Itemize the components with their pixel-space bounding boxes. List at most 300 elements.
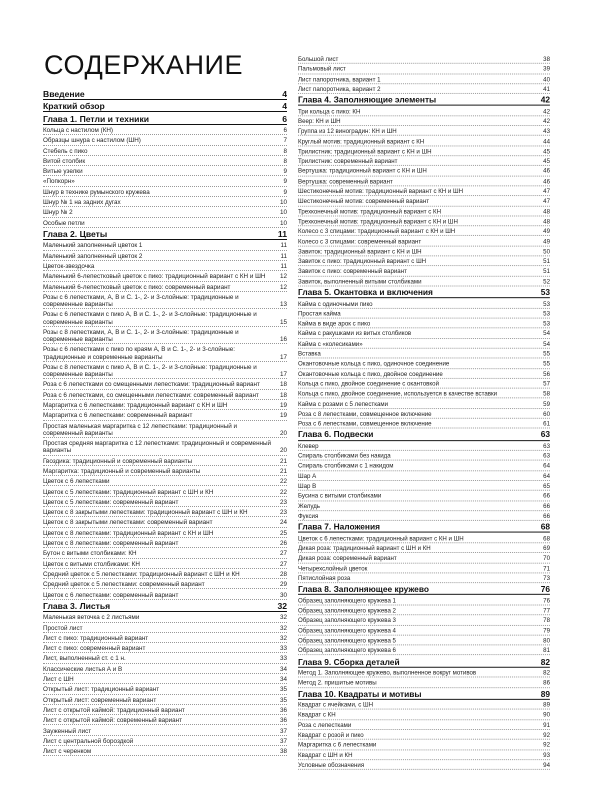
toc-page-number: 9 [283,168,287,176]
toc-entry-title: Глава 10. Квадраты и мотивы [298,688,422,699]
toc-page-number: 45 [543,158,550,166]
toc-entry-title: Круглый мотив: традиционный вариант с КН [298,138,425,146]
toc-page-number: 32 [279,614,287,622]
toc-page-number: 51 [543,258,550,266]
toc-entry-title: Кайма с одиночными пико [298,300,373,308]
toc-page-number: 64 [543,473,550,480]
toc-page-number: 61 [543,420,550,428]
toc-page-number: 27 [279,560,287,568]
toc-entry [298,565,550,573]
toc-page-number: 82 [540,656,550,667]
toc-page-number: 55 [543,350,550,358]
toc-page-number: 33 [279,645,287,653]
toc-entry [298,762,550,770]
toc-entry-title: Глава 2. Цветы [43,228,108,239]
toc-entry-title: Окантовочные кольца с пико, одиночное соединение [298,360,450,368]
toc-page-number: 39 [543,66,550,73]
toc-entry-title: Спираль столбиками без накида [298,452,391,460]
toc-entry [298,421,550,429]
toc-entry [43,220,287,228]
toc-page-number: 51 [543,268,550,276]
toc-entry-title: Шнур № 1 на задних дугах [43,199,121,207]
toc-page-number: 9 [283,178,287,186]
toc-page-number: 65 [543,483,550,490]
toc-page-number: 53 [540,287,550,298]
toc-page-number: 22 [279,488,287,496]
toc-entry [298,628,550,636]
toc-entry-title: Цветок с 8 закрытыми лепестками: традиционный вариант с ШН и КН [43,509,248,517]
toc-entry [298,381,550,389]
toc-page-number: 10 [279,209,287,217]
toc-entry [298,311,550,319]
toc-entry [298,228,550,236]
toc-page-number: 42 [543,108,550,116]
toc-page-number: 43 [543,128,550,136]
toc-entry-title: Роза с 8 лепестками, совмещенное включение [298,410,432,418]
toc-page-number: 27 [279,550,287,558]
toc-entry-title: Колесо с 3 спицами: современный вариант [298,238,422,246]
toc-entry [298,401,550,409]
toc-entry-title: Шар В [298,483,317,490]
toc-entry-title: Фуксия [298,513,319,520]
toc-page-number: 7 [283,137,287,145]
toc-page-number: 36 [279,717,287,725]
toc-chapter-heading [298,523,550,533]
toc-page-number: 13 [279,301,287,309]
toc-page-number: 77 [543,607,550,615]
toc-entry-title: Глава 5. Окантовка и включения [298,287,433,298]
toc-entry-title: Глава 9. Сборка деталей [298,656,400,667]
toc-entry-title: Желудь [298,503,320,510]
toc-entry [43,381,287,389]
toc-entry-title: Кайма с «колесиками» [298,340,363,348]
toc-entry [298,138,550,146]
toc-entry [43,294,287,309]
toc-entry [298,648,550,656]
toc-left-column [43,88,287,758]
toc-entry-title: Глава 8. Заполняющее кружево [298,584,429,595]
toc-entry [43,137,287,145]
toc-page-number: 70 [543,555,550,563]
toc-entry [298,188,550,196]
toc-entry [43,625,287,633]
toc-entry [298,341,550,349]
toc-entry-title: Образец заполняющего кружева 3 [298,617,396,625]
toc-entry-title: Простой лист [43,624,83,632]
toc-entry [43,676,287,684]
toc-entry [43,458,287,466]
toc-chapter-heading [43,602,287,612]
toc-entry-title: Завиток с пико: традиционный вариант с ШН [298,258,427,266]
toc-entry [298,361,550,369]
toc-page-number: 28 [279,570,287,578]
toc-page-number: 55 [543,360,550,368]
toc-page-number: 9 [283,188,287,196]
toc-page-number: 25 [279,529,287,537]
toc-entry [298,555,550,563]
toc-entry [43,178,287,186]
toc-page-number: 52 [543,278,550,286]
toc-entry-title: Глава 7. Наложения [298,522,380,532]
toc-page-number: 11 [277,228,287,239]
toc-entry [43,364,287,379]
toc-entry [298,483,550,491]
toc-page-number: 49 [543,238,550,246]
toc-entry-title: Зауженный лист [43,727,92,735]
toc-entry [298,268,550,276]
toc-entry [43,468,287,476]
toc-entry [43,311,287,326]
toc-page-number: 53 [543,300,550,308]
toc-entry-title: Средний цветок с 5 лепестками: современный вариант [43,581,205,589]
toc-page-number: 66 [543,493,550,500]
toc-entry-title: Кольца с настилом (КН) [43,127,114,134]
toc-page-number: 73 [543,575,550,583]
toc-page-number: 89 [543,701,550,709]
toc-page-number: 63 [543,452,550,460]
toc-entry-title: Шнур в технике румынского кружева [43,188,150,196]
toc-entry-title: Бусина с витыми столбиками [298,493,382,500]
toc-page-number: 26 [279,540,287,548]
toc-entry-title: Цветок с 5 лепестками: традиционный вариант с ШН и КН [43,488,214,496]
toc-page-number: 47 [543,198,550,206]
toc-entry [298,391,550,399]
toc-entry [298,607,550,615]
toc-entry [43,717,287,725]
toc-page-number: 16 [279,336,287,344]
toc-page-number: 32 [277,600,287,611]
toc-entry-title: Лист с открытой каймой: традиционный вариант [43,706,185,714]
toc-page-number: 17 [279,371,287,379]
toc-page-number: 18 [279,391,287,399]
toc-entry [43,423,287,438]
toc-entry-title: Цветок с 6 лепестками [43,478,110,486]
toc-page-number: 54 [543,330,550,338]
toc-entry [298,443,550,451]
toc-entry [298,752,550,760]
toc-page-number: 92 [543,731,550,739]
toc-page-number: 23 [279,509,287,517]
toc-entry [43,728,287,736]
toc-entry-title: Кайма с розами с 5 лепестками [298,400,389,408]
toc-entry-title: Бутон с витыми столбиками: КН [43,550,137,558]
toc-page-number: 59 [543,400,550,408]
toc-page-number: 21 [279,457,287,465]
toc-entry [298,238,550,246]
toc-entry-title: «Попкорн» [43,178,75,186]
toc-page-number: 42 [540,95,550,105]
toc-page-number: 45 [543,148,550,156]
toc-chapter-heading [43,90,287,100]
toc-entry-title: Роза с 6 лепестками, со смещенными лепестками: современный вариант [43,391,259,399]
toc-page-number: 78 [543,617,550,625]
toc-entry-title: Образец заполняющего кружева 1 [298,597,396,605]
toc-entry [298,680,550,688]
toc-page-number: 21 [279,467,287,475]
toc-entry-title: Кайма в виде арок с пико [298,320,371,328]
toc-entry [43,686,287,694]
toc-page-number: 32 [279,634,287,642]
toc-page-number: 76 [543,597,550,605]
toc-page-number: 60 [543,410,550,418]
toc-entry [298,218,550,226]
toc-entry-title: Розы с 6 лепестками с пико А, В и С. 1-, 2- и 3-слойные: традиционные и современные варианты [43,311,257,326]
toc-chapter-heading [298,585,550,595]
toc-page-number: 4 [282,88,287,99]
toc-page-number: 91 [543,721,550,729]
toc-entry-title: Роза с 6 лепестками со смещенными лепестками: традиционный вариант [43,381,260,389]
toc-entry [298,513,550,521]
toc-entry-title: Вертушка: современный вариант [298,178,393,186]
toc-page-number: 50 [543,248,550,256]
toc-entry [43,530,287,538]
toc-page-number: 68 [540,522,550,532]
toc-entry [43,748,287,756]
toc-entry-title: Завиток, выполненный витыми столбиками [298,278,422,286]
toc-page-number: 12 [279,273,287,281]
toc-entry [43,707,287,715]
toc-entry [43,412,287,420]
toc-entry [298,535,550,543]
toc-entry [43,263,287,271]
toc-entry-title: Лист с открытой каймой: современный вариант [43,717,183,725]
toc-entry [43,242,287,250]
toc-page-number: 18 [279,381,287,389]
toc-entry-title: Роза с лепестками [298,721,352,729]
toc-page-number: 30 [279,591,287,599]
toc-entry-title: Три кольца с пико: КН [298,108,361,116]
toc-entry [298,732,550,740]
toc-entry [298,702,550,710]
toc-entry [298,493,550,501]
toc-entry [298,248,550,256]
toc-page-number: 19 [279,412,287,420]
toc-page-number: 48 [543,218,550,226]
toc-entry-title: Шестиконечный мотив: традиционный вариант с КН и ШН [298,188,464,196]
toc-entry [43,519,287,527]
toc-entry-title: Группа из 12 виноградин: КН и ШН [298,128,397,136]
toc-entry [298,108,550,116]
toc-entry-title: Шнур № 2 [43,209,73,217]
toc-entry-title: Четырехслойный цветок [298,565,368,573]
toc-entry [298,638,550,646]
toc-entry [43,402,287,410]
toc-entry-title: Кольца с пико, двойное соединение, используется в качестве вставки [298,390,498,398]
toc-entry [43,499,287,507]
toc-page-number: 38 [279,748,287,756]
toc-page-number: 35 [279,696,287,704]
toc-entry [298,128,550,136]
toc-page-number: 41 [543,86,550,93]
toc-entry-title: Пятислойная роза [298,575,351,583]
toc-page-number: 69 [543,545,550,553]
toc-entry-title: Завиток с пико: современный вариант [298,268,407,276]
toc-entry [43,346,287,361]
toc-entry-title: Маргаритка с 6 лепестками: традиционный вариант с КН и ШН [43,402,228,410]
toc-entry-title: Маргаритка с 6 лепестками [298,741,377,749]
toc-entry-title: Образец заполняющего кружева 5 [298,637,396,645]
toc-entry-title: Стебель с пико [43,147,88,155]
toc-entry [298,208,550,216]
toc-page-number: 53 [543,320,550,328]
toc-entry-title: Дикая роза: современный вариант [298,555,397,563]
toc-page-number: 42 [543,118,550,126]
toc-page-number: 57 [543,380,550,388]
toc-entry-title: Образец заполняющего кружева 2 [298,607,396,615]
toc-chapter-heading [298,658,550,668]
toc-entry [43,697,287,705]
toc-page-number: 10 [279,199,287,207]
toc-entry [298,712,550,720]
toc-entry [298,722,550,730]
toc-entry-title: Лист, выполненный ст. с 1 н. [43,655,126,663]
toc-page-number: 20 [279,429,287,437]
toc-page-number: 29 [279,581,287,589]
toc-page-number: 58 [543,390,550,398]
toc-chapter-heading [298,96,550,106]
toc-entry-title: Трилистник: традиционный вариант с КН и ШН [298,148,432,156]
toc-entry [298,321,550,329]
toc-entry-title: Лист папоротника, вариант 1 [298,76,381,83]
toc-entry-title: Трилистник: современный вариант [298,158,398,166]
toc-entry-title: Глава 4. Заполняющие элементы [298,95,437,105]
toc-page-number: 93 [543,751,550,759]
toc-entry [298,331,550,339]
toc-entry [43,666,287,674]
toc-page-number: 48 [543,208,550,216]
toc-entry-title: Клевер [298,442,319,450]
toc-chapter-heading [43,102,287,112]
toc-entry-title: Завиток: традиционный вариант с КН и ШН [298,248,422,256]
toc-entry-title: Цветок-звездочка [43,263,95,271]
toc-entry-title: Веер: КН и ШН [298,118,341,126]
toc-entry [298,278,550,286]
toc-page-number: 37 [279,727,287,735]
toc-entry-title: Витые узелки [43,168,83,176]
toc-entry-title: Маленький заполненный цветок 1 [43,242,143,250]
toc-page-number: 81 [543,647,550,655]
toc-chapter-heading [298,431,550,441]
toc-entry-title: Вертушка: традиционный вариант с КН и ШН [298,168,427,176]
toc-entry-title: Лист с ШН [43,676,74,684]
toc-entry [298,503,550,511]
toc-entry [298,76,550,84]
toc-entry-title: Маргаритка: традиционный и современный варианты [43,467,201,475]
toc-page-number: 33 [279,655,287,663]
toc-page-number: 47 [543,188,550,196]
toc-page-number: 38 [543,56,550,63]
toc-entry [43,284,287,292]
toc-page-number: 63 [543,442,550,450]
toc-entry [43,561,287,569]
page-title: СОДЕРЖАНИЕ [44,50,244,80]
toc-entry-title: Розы с 6 лепестками с пико по краям А, В и С. 1-, 2- и 3-слойные: традиционные и современные варианты [43,346,236,361]
toc-entry [298,258,550,266]
toc-entry-title: Розы с 6 лепестками, А, В и С. 1-, 2- и 3-слойные: традиционные и современные варианты [43,293,239,309]
toc-page-number: 4 [282,101,287,111]
toc-entry [298,86,550,94]
toc-entry [298,148,550,156]
toc-entry-title: Лист папоротника, вариант 2 [298,86,381,93]
toc-entry-title: Лист с черенком [43,748,92,756]
toc-entry-title: Трехконечный мотив: традиционный вариант с КН [298,208,442,216]
toc-entry [43,148,287,156]
toc-entry [298,158,550,166]
toc-entry [43,253,287,261]
toc-page-number: 90 [543,711,550,719]
toc-entry [43,550,287,558]
toc-entry-title: Цветок с 8 закрытыми лепестками: современный вариант [43,519,213,527]
toc-entry [298,351,550,359]
toc-entry [298,670,550,678]
toc-page-number: 34 [279,676,287,684]
toc-page-number: 11 [280,242,287,250]
toc-entry [298,178,550,186]
toc-entry [43,168,287,176]
toc-page-number: 80 [543,637,550,645]
toc-page-number: 79 [543,627,550,635]
toc-entry-title: Цветок с витыми столбиками: КН [43,560,140,568]
toc-entry-title: Лист с пико: современный вариант [43,645,146,653]
toc-entry-title: Квадрат с ячейками, с ШН [298,701,374,709]
toc-page-number: 32 [279,624,287,632]
toc-entry [298,411,550,419]
toc-entry [298,545,550,553]
toc-page-number: 6 [283,127,287,134]
toc-page-number: 54 [543,340,550,348]
toc-entry-title: Кольца с пико, двойное соединение с окантовкой [298,380,440,388]
toc-entry [43,199,287,207]
toc-entry [43,329,287,344]
toc-page-number: 66 [543,503,550,510]
toc-entry-title: Введение [43,88,85,99]
toc-page-number: 34 [279,665,287,673]
toc-entry [298,742,550,750]
toc-page-number: 56 [543,370,550,378]
toc-page-number: 10 [279,219,287,227]
toc-page-number: 94 [543,761,550,769]
toc-entry-title: Маленькая веточка с 2 листьями [43,614,140,622]
toc-page-number: 37 [279,737,287,745]
toc-page-number: 76 [540,584,550,595]
toc-entry [298,118,550,126]
toc-entry-title: Витой столбик [43,157,86,165]
toc-entry-title: Розы с 8 лепестками с пико А, В и С. 1-, 2- и 3-слойные: традиционные и современные варианты [43,363,257,379]
toc-page-number: 92 [543,741,550,749]
toc-page-number: 68 [543,535,550,543]
toc-entry-title: Краткий обзор [43,101,105,111]
toc-page-number: 49 [543,228,550,236]
toc-entry-title: Колесо с 3 спицами: традиционный вариант с КН и ШН [298,228,456,236]
toc-entry-title: Розы с 8 лепестками, А, В и С. 1-, 2- и 3-слойные: традиционные и современные варианты [43,328,239,344]
toc-entry-title: Квадрат с КН [298,711,336,719]
toc-entry [43,392,287,400]
toc-entry [298,453,550,461]
toc-entry-title: Простая маленькая маргаритка с 12 лепестками: традиционный и современный варианты [43,422,237,437]
toc-page-number: 6 [282,113,287,124]
toc-page-number: 40 [543,76,550,83]
toc-entry-title: Шар А [298,473,317,480]
toc-entry [43,189,287,197]
toc-entry-title: Открытый лист: современный вариант [43,696,157,704]
toc-entry [298,463,550,471]
toc-entry [43,614,287,622]
toc-page-number: 46 [543,168,550,176]
toc-page-number: 64 [543,463,550,470]
toc-entry-title: Дикая роза: традиционный вариант с ШН и КН [298,545,431,553]
toc-page-number: 11 [280,263,287,271]
toc-entry-title: Открытый лист: традиционный вариант [43,686,160,694]
